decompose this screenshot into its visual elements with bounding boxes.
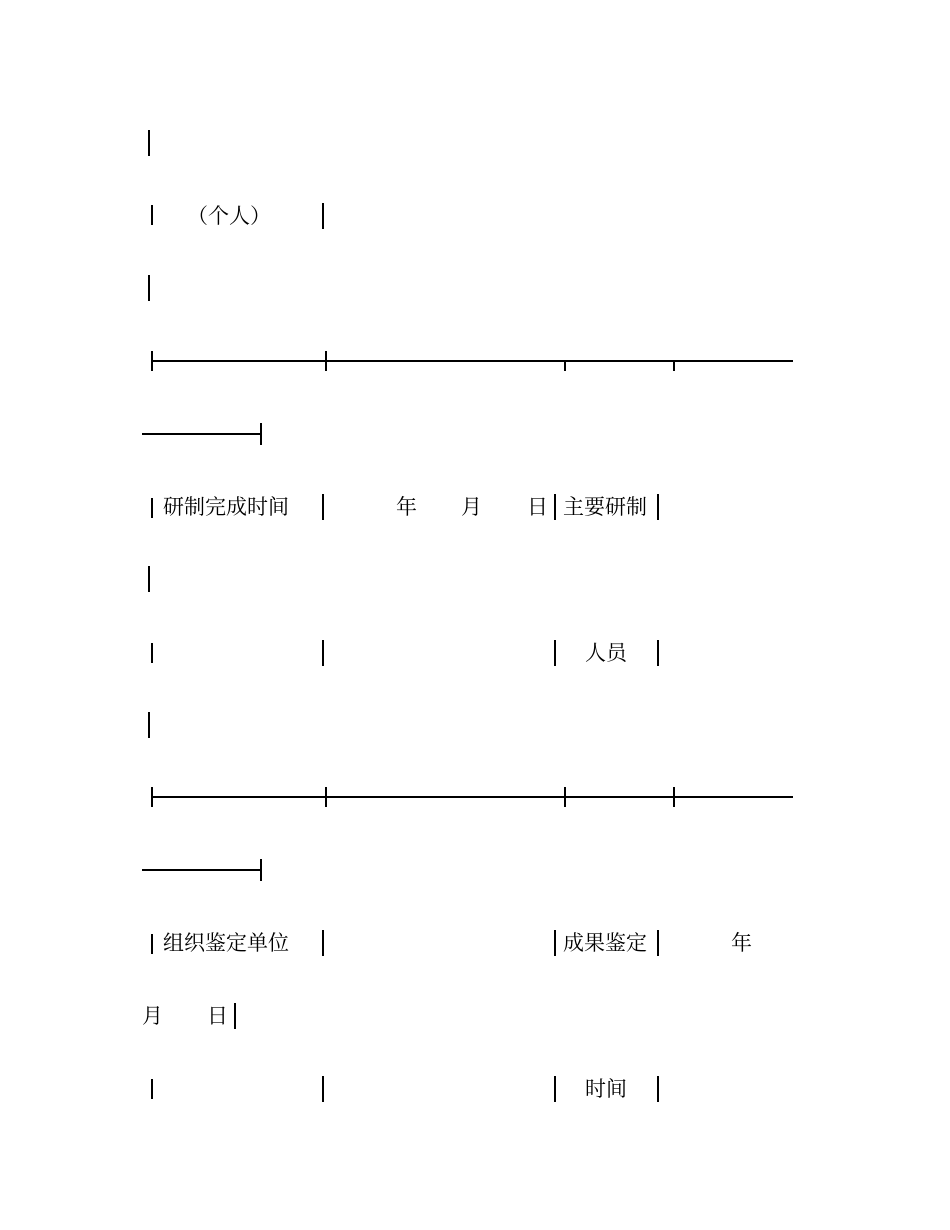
table-border: [554, 930, 556, 956]
table-border: [234, 1003, 236, 1029]
table-border: [322, 640, 324, 666]
table-border: [554, 640, 556, 666]
appraisal-time-label: 成果鉴定: [563, 931, 647, 955]
table-rule: [142, 433, 262, 435]
appraisal-org-label: 组织鉴定单位: [163, 931, 289, 955]
appraisal-year-label: 年: [731, 931, 752, 955]
table-border: [564, 787, 566, 807]
table-border: [148, 712, 150, 738]
table-border: [148, 275, 150, 301]
table-border: [322, 930, 324, 956]
table-border: [554, 494, 556, 520]
completion-time-label: 研制完成时间: [163, 495, 289, 519]
appraisal-time-label-continued: 时间: [585, 1077, 627, 1101]
table-border: [151, 1079, 153, 1099]
table-rule: [151, 796, 793, 798]
table-border: [325, 787, 327, 807]
staff-label-continued: 人员: [585, 641, 627, 665]
year-label: 年: [396, 495, 417, 519]
main-staff-label: 主要研制: [563, 495, 647, 519]
table-border: [554, 1076, 556, 1102]
table-border: [148, 566, 150, 592]
table-border: [657, 494, 659, 520]
table-border: [151, 498, 153, 518]
table-border: [260, 859, 262, 881]
table-border: [657, 640, 659, 666]
table-border: [260, 423, 262, 445]
table-border: [151, 934, 153, 954]
month-label: 月: [461, 495, 482, 519]
table-rule: [142, 869, 262, 871]
day-label: 日: [527, 495, 548, 519]
appraisal-month-label: 月: [142, 1004, 163, 1028]
table-border: [673, 361, 675, 371]
table-border: [325, 351, 327, 371]
table-border: [151, 205, 153, 225]
table-border: [673, 787, 675, 807]
table-border: [564, 361, 566, 371]
table-border: [322, 494, 324, 520]
appraisal-day-label: 日: [207, 1004, 228, 1028]
table-border: [322, 1076, 324, 1102]
table-border: [151, 643, 153, 663]
table-border: [322, 203, 324, 229]
table-border: [148, 130, 150, 156]
individual-label: （个人）: [187, 204, 271, 228]
table-rule: [151, 360, 793, 362]
table-border: [657, 930, 659, 956]
table-border: [657, 1076, 659, 1102]
